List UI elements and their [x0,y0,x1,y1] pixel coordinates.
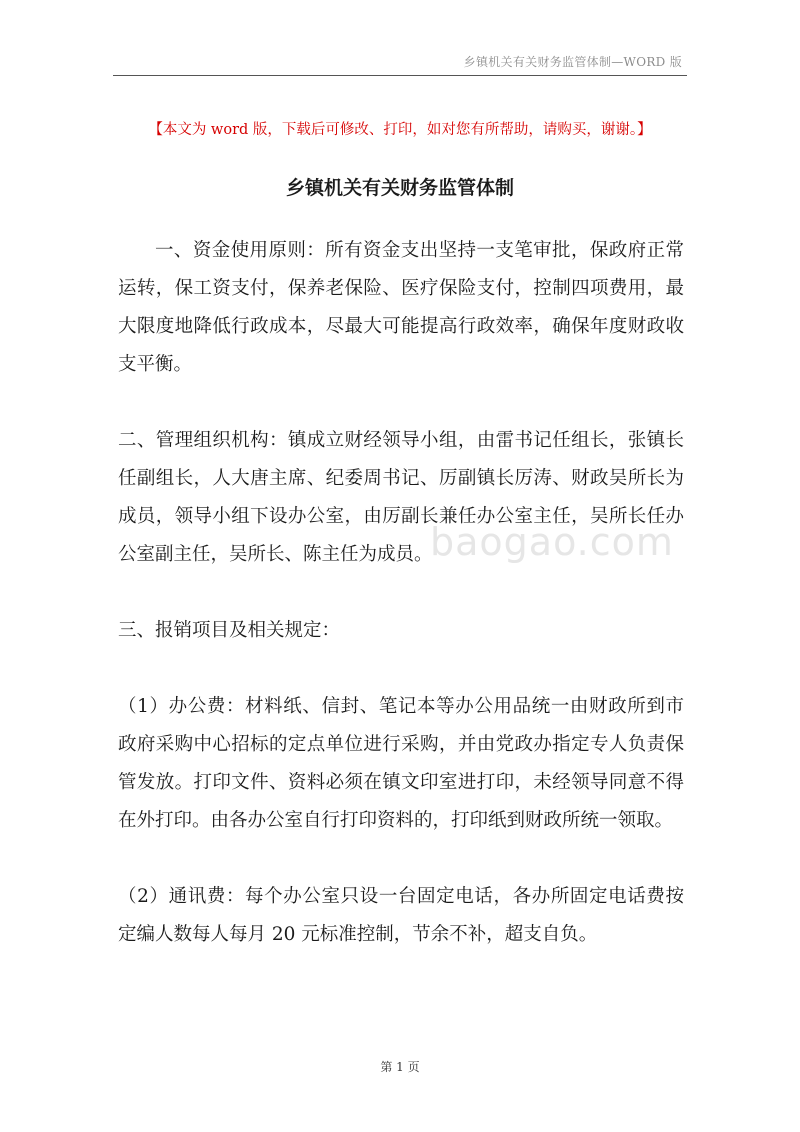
paragraph-office-expenses: （1）办公费：材料纸、信封、笔记本等办公用品统一由财政所到市政府采购中心招标的定点单位进行采购，并由党政办指定专人负责保管发放。打印文件、资料必须在镇文印室进打印，未经领导同意不得在外打印。由各办公室自行打印资料的，打印纸到财政所统一领取。 [118,696,684,831]
paragraph-gap [118,574,684,612]
paragraph-gap [118,650,684,688]
document-title: 乡镇机关有关财务监管体制 [285,177,514,199]
paragraph-principles: 一、资金使用原则：所有资金支出坚持一支笔审批，保政府正常运转，保工资支付，保养老保险、医疗保险支付，控制四项费用，最大限度地降低行政成本，尽最大可能提高行政效率，确保年度财政收支平衡。 [118,240,684,375]
download-notice: 【本文为 word 版，下载后可修改、打印，如对您有所帮助，请购买，谢谢。】 [148,122,652,138]
paragraph-gap [118,840,684,878]
document-body [118,232,684,954]
paragraph-reimbursement-heading: 三、报销项目及相关规定： [118,620,341,641]
header-divider [113,75,687,76]
page-number: 第 1 页 [380,1060,420,1074]
paragraph-organization: 二、管理组织机构：镇成立财经领导小组，由雷书记任组长，张镇长任副组长，人大唐主席、纪委周书记、厉副镇长厉涛、财政吴所长为成员，领导小组下设办公室，由厉副长兼任办公室主任，吴所长任办公室副主任，吴所长、陈主任为成员。 [118,430,684,565]
paragraph-communication-expenses: （2）通讯费：每个办公室只设一台固定电话，各办所固定电话费按定编人数每人每月 20 元标准控制，节余不补，超支自负。 [118,886,684,945]
running-header: 乡镇机关有关财务监管体制—WORD 版 [463,55,682,69]
paragraph-gap [118,384,684,422]
watermark: baogao.com [430,520,674,564]
